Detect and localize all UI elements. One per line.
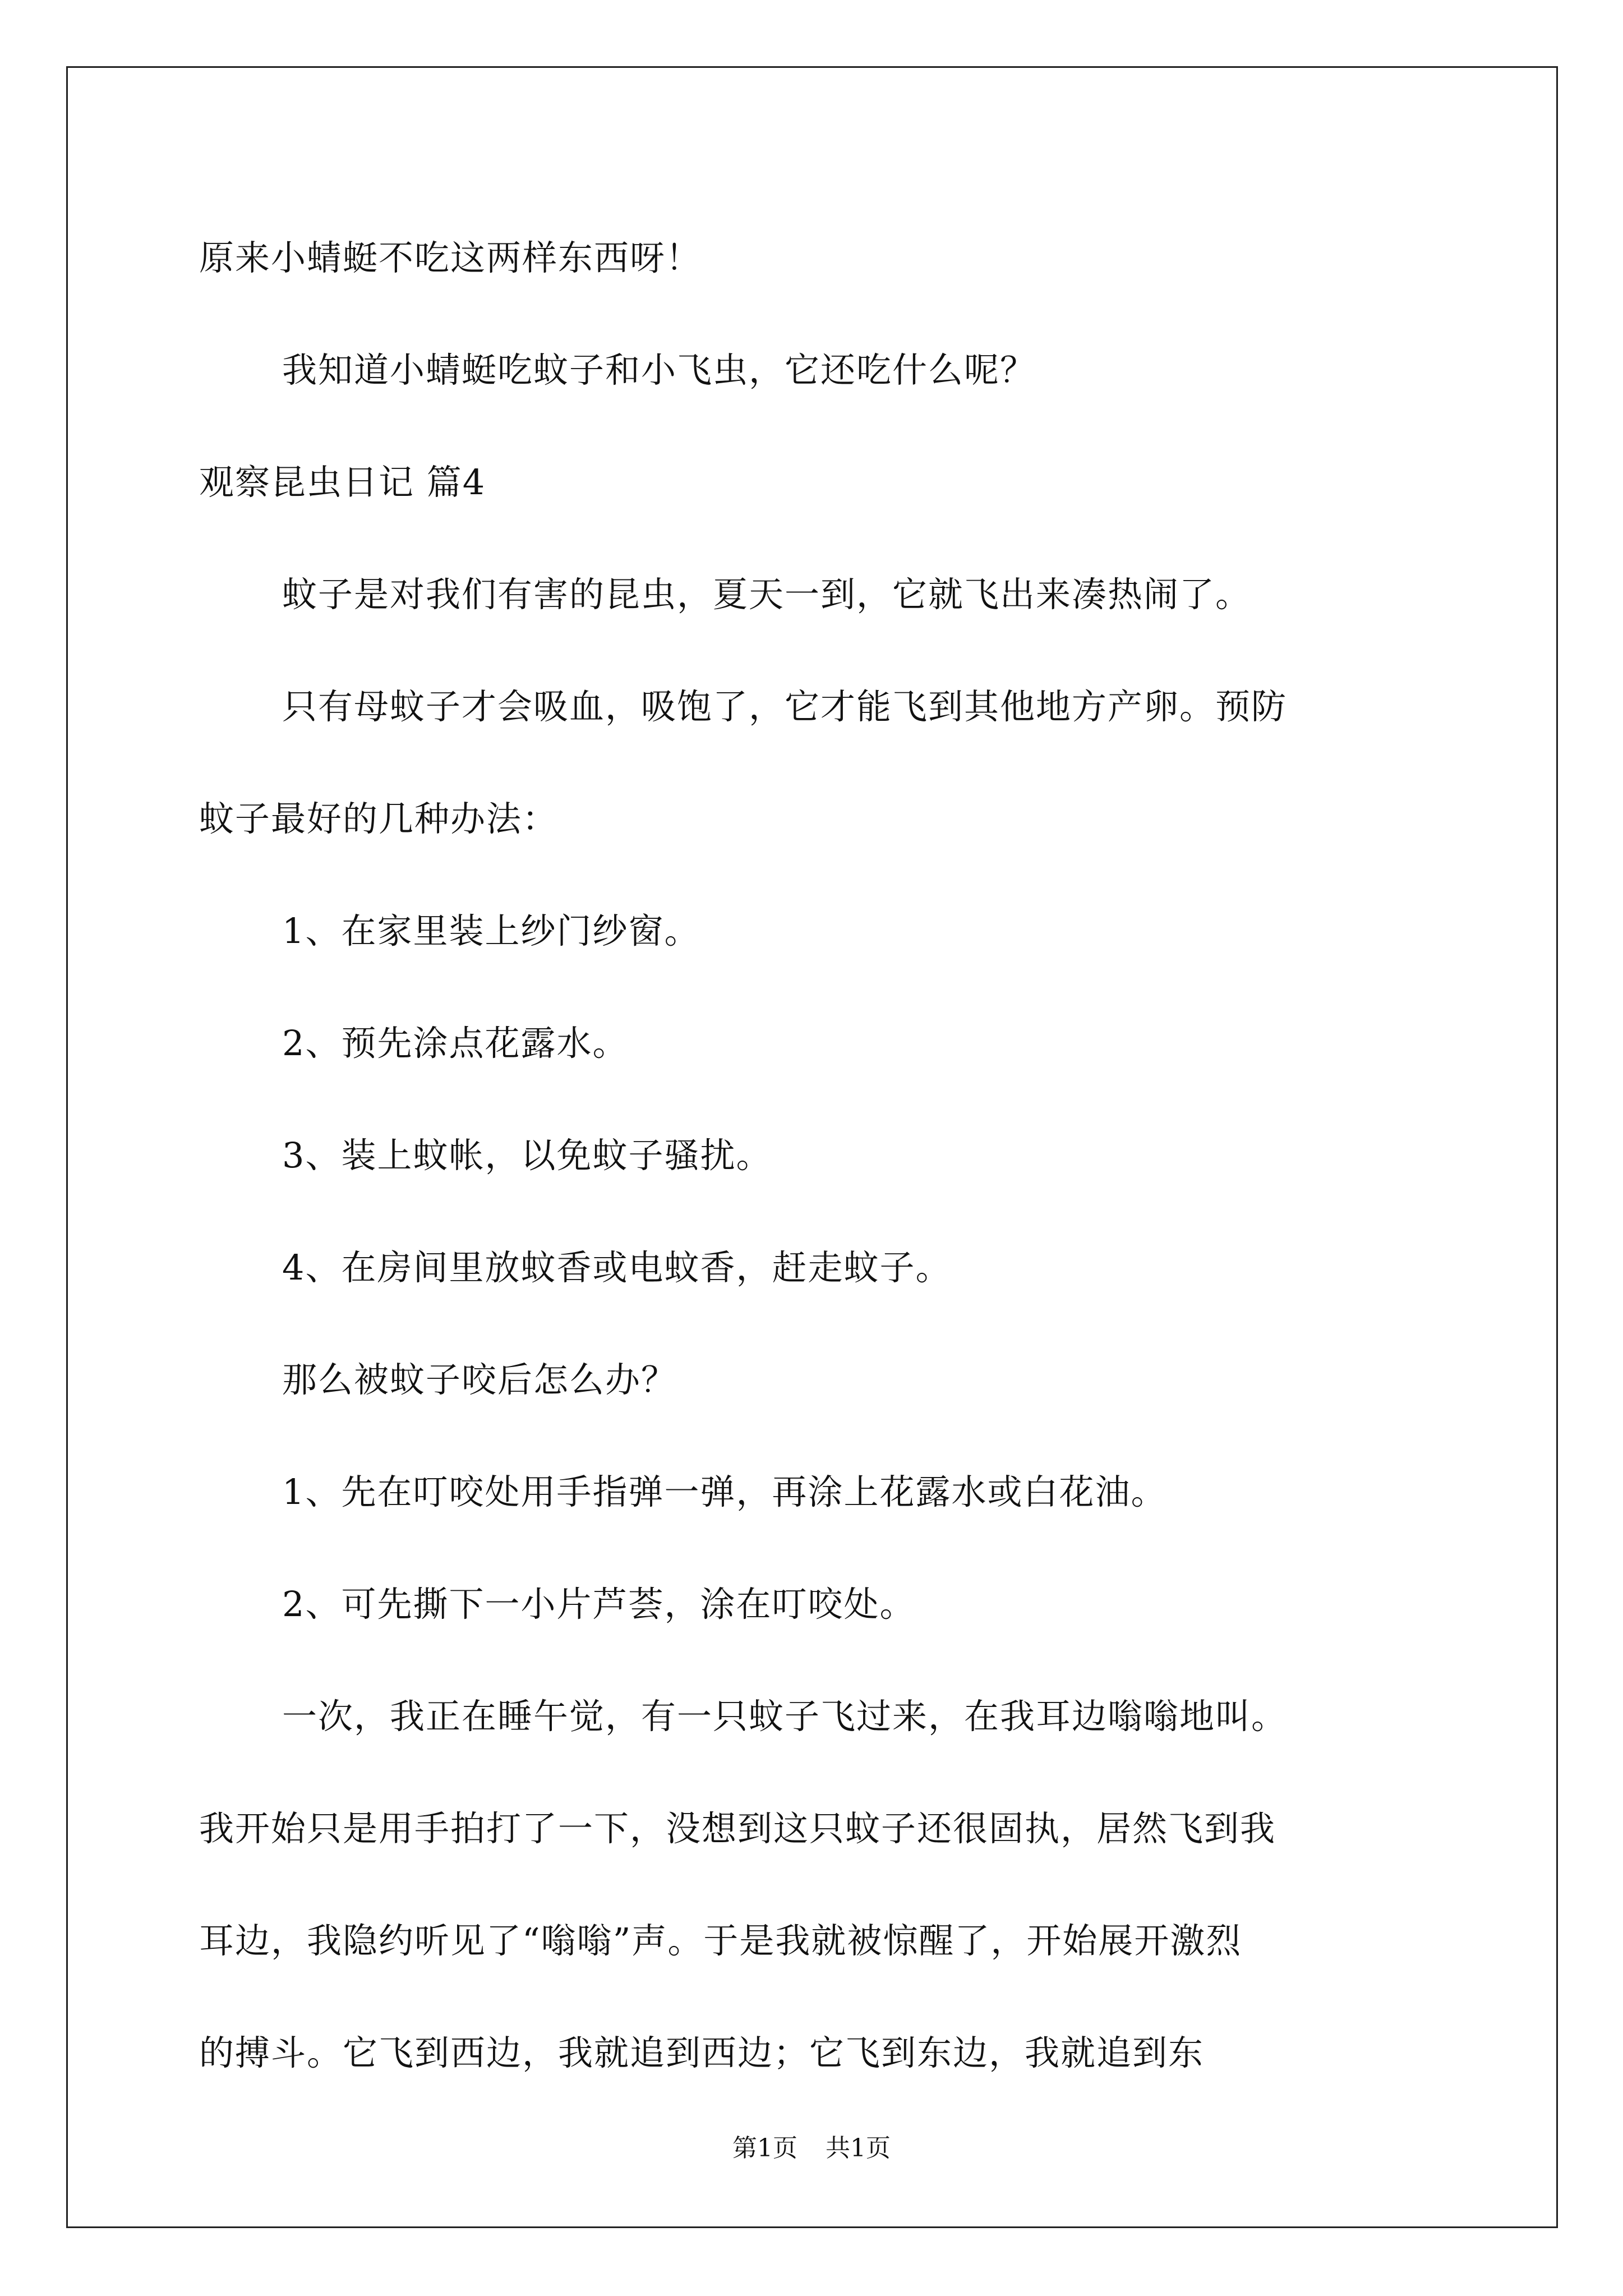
text-line: 的搏斗。它飞到西边，我就追到西边；它飞到东边，我就追到东 — [199, 2032, 1205, 2073]
text-line: 那么被蚊子咬后怎么办？ — [282, 1359, 677, 1400]
page-number: 第1页 — [732, 2134, 797, 2162]
text-line: 原来小蜻蜓不吃这两样东西呀！ — [199, 237, 702, 278]
page-footer — [0, 2132, 1623, 2165]
page-total: 共1页 — [826, 2134, 891, 2162]
text-line: 只有母蚊子才会吸血，吸饱了，它才能飞到其他地方产卵。预防 — [282, 686, 1288, 727]
section-heading: 观察昆虫日记 篇4 — [199, 462, 486, 503]
text-line: 蚊子最好的几种办法： — [199, 798, 559, 839]
document-body — [199, 202, 1433, 2109]
text-line: 耳边，我隐约听见了“嗡嗡”声。于是我就被惊醒了，开始展开激烈 — [199, 1920, 1242, 1961]
list-item: 1、在家里装上纱门纱窗。 — [282, 910, 700, 951]
text-line: 一次，我正在睡午觉，有一只蚊子飞过来，在我耳边嗡嗡地叫。 — [282, 1696, 1288, 1737]
text-line: 我知道小蜻蜓吃蚊子和小飞虫，它还吃什么呢？ — [282, 349, 1036, 390]
list-item: 3、装上蚊帐，以免蚊子骚扰。 — [282, 1135, 772, 1176]
text-line: 我开始只是用手拍打了一下，没想到这只蚊子还很固执，居然飞到我 — [199, 1808, 1276, 1849]
list-item: 2、可先撕下一小片芦荟，涂在叮咬处。 — [282, 1584, 916, 1625]
list-item: 1、先在叮咬处用手指弹一弹，再涂上花露水或白花油。 — [282, 1471, 1167, 1512]
text-line: 蚊子是对我们有害的昆虫，夏天一到，它就飞出来凑热闹了。 — [282, 574, 1252, 615]
list-item: 4、在房间里放蚊香或电蚊香，赶走蚊子。 — [282, 1247, 952, 1288]
list-item: 2、预先涂点花露水。 — [282, 1023, 629, 1064]
